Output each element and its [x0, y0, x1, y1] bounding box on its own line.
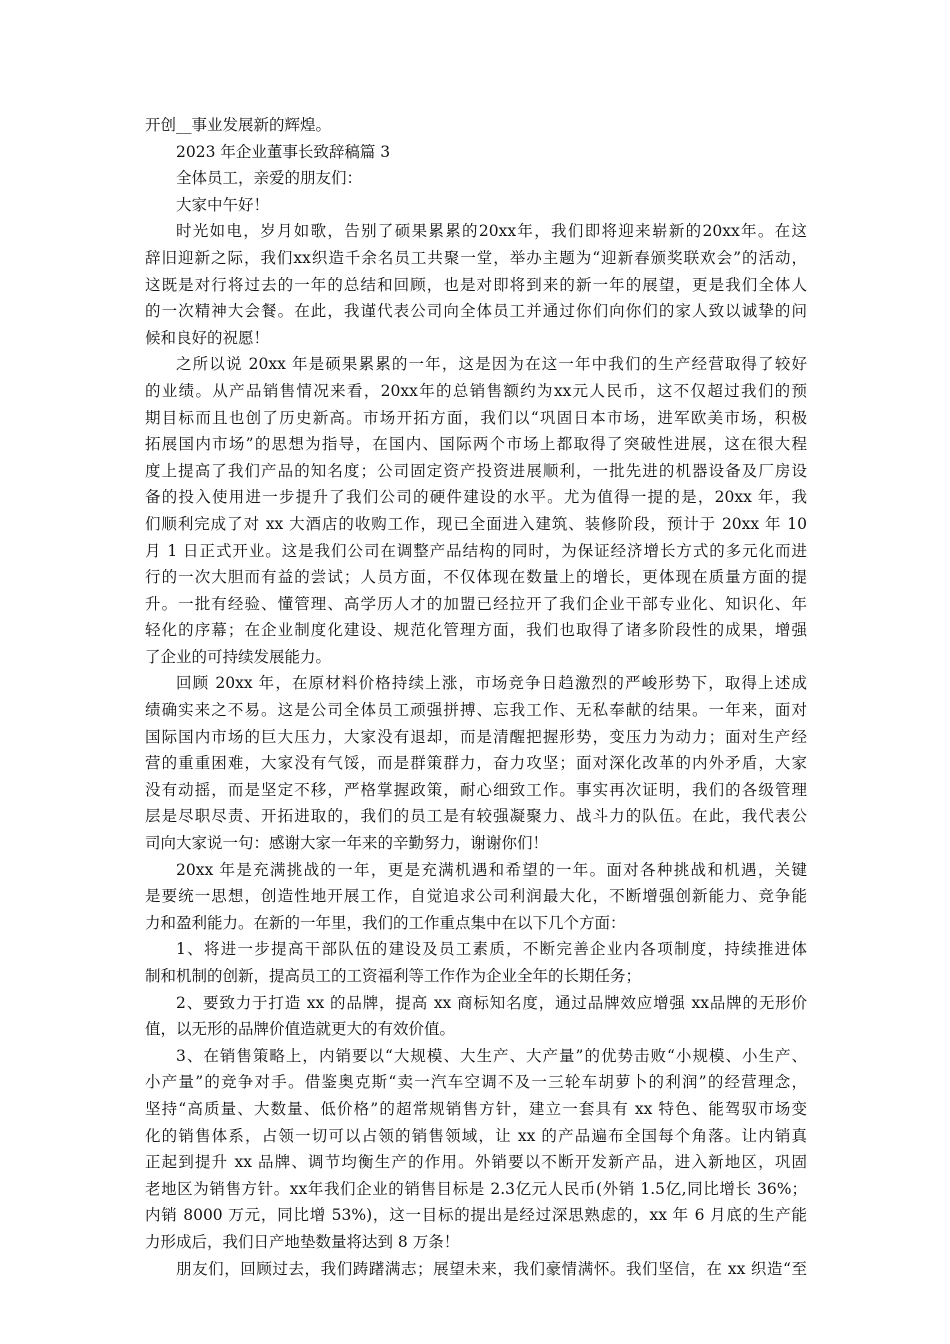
text-line: 内销 8000 万元，同比增 53%)，这一目标的提出是经过深思熟虑的，xx 年 6 月底的生产能 — [145, 1206, 807, 1225]
text-line: 营的重重困难，大家没有气馁，而是群策群力，奋力攻坚；面对深化改革的内外矛盾，大家 — [145, 754, 807, 773]
text-line: 回顾 20xx 年，在原材料价格持续上涨，市场竞争日趋激烈的严峻形势下，取得上述成 — [176, 674, 807, 693]
text-line: 制和机制的创新，提高员工的工资福利等工作作为企业全年的长期任务； — [145, 967, 642, 985]
text-line: 轻化的序幕；在企业制度化建设、规范化管理方面，我们也取得了诸多阶段性的成果，增强 — [145, 621, 807, 640]
text-line: 化的销售体系，占领一切可以占领的销售领域，让 xx 的产品遍布全国每个角落。让内销真 — [145, 1126, 807, 1145]
document-page — [145, 112, 807, 1282]
text-line: 力和盈利能力。在新的一年里，我们的工作重点集中在以下几个方面： — [145, 913, 626, 932]
text-line: 了企业的可持续发展能力。 — [145, 647, 332, 666]
text-line: 3、在销售策略上，内销要以“大规模、大生产、大产量”的优势击败“小规模、小生产、 — [176, 1046, 807, 1065]
text-line: 2、要致力于打造 xx 的品牌，提高 xx 商标知名度，通过品牌效应增强 xx品牌的无形价 — [176, 993, 807, 1012]
text-line: 时光如电，岁月如歌，告别了硕果累累的20xx年，我们即将迎来崭新的20xx年。在这 — [176, 222, 807, 241]
text-line: 的业绩。从产品销售情况来看，20xx年的总销售额约为xx元人民币，这不仅超过我们的预 — [145, 381, 807, 400]
text-line: 值，以无形的品牌价值造就更大的有效价值。 — [145, 1020, 456, 1039]
text-line: 20xx 年是充满挑战的一年，更是充满机遇和希望的一年。面对各种挑战和机遇，关键 — [176, 860, 807, 879]
text-line: 小产量”的竞争对手。借鉴奥克斯“卖一汽车空调不及一三轮车胡萝卜的利润”的经营理念， — [145, 1073, 807, 1092]
text-line: 层是尽职尽责、开拓进取的，我们的员工是有较强凝聚力、战斗力的队伍。在此，我代表公 — [145, 807, 807, 826]
text-line: 司向大家说一句：感谢大家一年来的辛勤努力，谢谢你们！ — [145, 834, 549, 853]
text-line: 没有动摇，而是坚定不移，严格掌握政策，耐心细致工作。事实再次证明，我们的各级管理 — [145, 780, 807, 799]
text-line: 老地区为销售方针。xx年我们企业的销售目标是 2.3亿元人民币(外销 1.5亿,同比增长 36%； — [145, 1179, 807, 1198]
text-line: 们顺利完成了对 xx 大酒店的收购工作，现已全面进入建筑、装修阶段，预计于 20xx 年 10 — [145, 514, 807, 533]
text-line: 2023 年企业董事长致辞稿篇 3 — [176, 142, 391, 161]
text-line: 正起到提升 xx 品牌、调节均衡生产的作用。外销要以不断开发新产品，进入新地区，巩固 — [145, 1153, 807, 1172]
text-line: 拓展国内市场”的思想为指导，在国内、国际两个市场上都取得了突破性进展，这在很大程 — [145, 435, 807, 454]
text-line: 这既是对行将过去的一年的总结和回顾，也是对即将到来的新一年的展望，更是我们全体人 — [145, 275, 807, 294]
text-line: 全体员工，亲爱的朋友们： — [176, 169, 363, 188]
text-line: 辞旧迎新之际，我们xx织造千余名员工共聚一堂，举办主题为“迎新春颁奖联欢会”的活动， — [145, 248, 807, 267]
text-line: 月 1 日正式开业。这是我们公司在调整产品结构的同时，为保证经济增长方式的多元化而进 — [145, 541, 807, 560]
text-line: 期目标而且也创了历史新高。市场开拓方面，我们以“巩固日本市场，进军欧美市场，积极 — [145, 408, 807, 427]
text-line: 开创__事业发展新的辉煌。 — [145, 116, 332, 134]
text-line: 坚持“高质量、大数量、低价格”的超常规销售方针，建立一套具有 xx 特色、能驾驭市场变 — [145, 1099, 807, 1118]
text-line: 1、将进一步提高干部队伍的建设及员工素质，不断完善企业内各项制度，持续推进体 — [176, 940, 807, 959]
text-line: 备的投入使用进一步提升了我们公司的硬件建设的水平。尤为值得一提的是，20xx 年，我 — [145, 488, 807, 507]
text-line: 大家中午好！ — [176, 195, 270, 214]
text-line: 国际国内市场的巨大压力，大家没有退却，而是清醒把握形势，变压力为动力；面对生产经 — [145, 727, 807, 746]
text-line: 力形成后，我们日产地垫数量将达到 8 万条！ — [145, 1232, 460, 1251]
text-line: 候和良好的祝愿！ — [145, 328, 270, 347]
text-line: 绩确实来之不易。这是公司全体员工顽强拼搏、忘我工作、无私奉献的结果。一年来，面对 — [145, 701, 807, 720]
text-line: 之所以说 20xx 年是硕果累累的一年，这是因为在这一年中我们的生产经营取得了较好 — [176, 355, 807, 374]
text-line: 行的一次大胆而有益的尝试；人员方面，不仅体现在数量上的增长，更体现在质量方面的提 — [145, 568, 807, 587]
text-line: 的一次精神大会餐。在此，我谨代表公司向全体员工并通过你们向你们的家人致以诚挚的问 — [145, 302, 807, 321]
text-line: 朋友们，回顾过去，我们踌躇满志；展望未来，我们豪情满怀。我们坚信，在 xx 织造“至 — [176, 1259, 807, 1278]
text-line: 升。一批有经验、懂管理、高学历人才的加盟已经拉开了我们企业干部专业化、知识化、年 — [145, 594, 807, 613]
text-line: 度上提高了我们产品的知名度；公司固定资产投资进展顺利，一批先进的机器设备及厂房设 — [145, 461, 807, 480]
text-line: 是要统一思想，创造性地开展工作，自觉追求公司利润最大化，不断增强创新能力、竞争能 — [145, 887, 807, 906]
